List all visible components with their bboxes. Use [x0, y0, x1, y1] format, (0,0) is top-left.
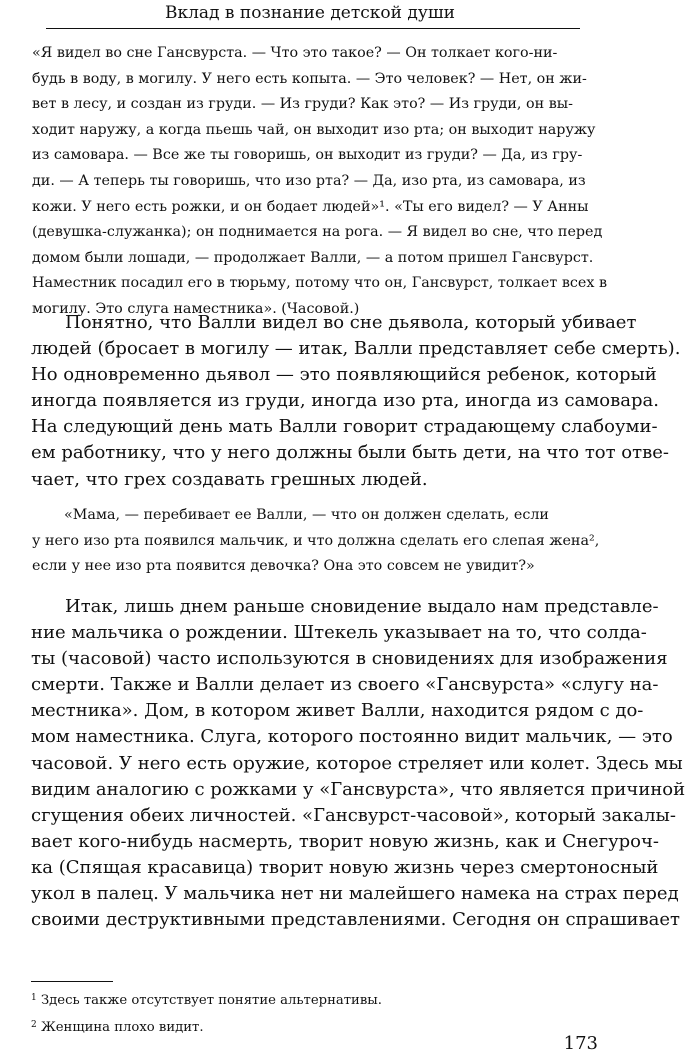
header-rule: [46, 28, 580, 29]
text-line: Понятно, что Валли видел во сне дьявола, который убивает: [65, 312, 637, 333]
text-line: ние мальчика о рождении. Штекель указывает на то, что солда-: [31, 622, 647, 644]
text-line: ди. — А теперь ты говоришь, что изо рта? — Да, изо рта, из самовара, из: [32, 172, 586, 189]
text-line: чает, что грех создавать грешных людей.: [31, 468, 428, 490]
text-line: «Я видел во сне Гансвурста. — Что это такое? — Он толкает кого-ни-: [32, 45, 558, 61]
text-line: если у нее изо рта появится девочка? Она это совсем не увидит?»: [32, 558, 535, 575]
text-line: у него изо рта появился мальчик, и что должна сделать его слепая жена²,: [32, 532, 600, 549]
text-line: укол в палец. У мальчика нет ни малейшего намека на страх перед: [31, 883, 679, 905]
footnote-rule: [31, 981, 113, 982]
footnotes: [31, 986, 382, 1040]
text-line: кожи. У него есть рожки, и он бодает людей»¹. «Ты его видел? — У Анны: [32, 198, 589, 215]
text-line: иногда появляется из груди, иногда изо рта, иногда из самовара.: [31, 390, 659, 412]
text-line: мом наместника. Слуга, которого постоянно видит мальчик, — это: [31, 726, 673, 748]
text-line: На следующий день мать Валли говорит страдающему слабоуми-: [31, 416, 658, 438]
text-line: Наместник посадил его в тюрьму, потому что он, Гансвурст, толкает всех в: [32, 275, 608, 292]
text-line: могилу. Это слуга наместника». (Часовой.): [32, 300, 360, 317]
paragraph-2: [0, 594, 685, 933]
text-line: местника». Дом, в котором живет Валли, находится рядом с до-: [31, 700, 644, 722]
footnote-mark: 1: [31, 993, 37, 1003]
text-line: будь в воду, в могилу. У него есть копыта. — Это человек? — Нет, он жи-: [32, 70, 587, 87]
text-line: ка (Спящая красавица) творит новую жизнь через смертоносный: [31, 856, 659, 878]
text-line: людей (бросает в могилу — итак, Валли представляет себе смерть).: [31, 338, 681, 360]
footnote-1: [31, 986, 382, 1013]
quote-block-1: [0, 41, 620, 323]
text-line: из самовара. — Все же ты говоришь, он выходит из груди? — Да, из гру-: [32, 147, 583, 164]
text-line: ем работнику, что у него должны были быть дети, на что тот отве-: [31, 442, 669, 464]
text-line: сгущения обеих личностей. «Гансвурст-часовой», который закалы-: [31, 804, 676, 826]
text-line: вет в лесу, и создан из груди. — Из груди? Как это? — Из груди, он вы-: [32, 96, 573, 113]
text-line: своими деструктивными представлениями. Сегодня он спрашивает: [31, 909, 681, 931]
text-line: вает кого-нибудь насмерть, творит новую жизнь, как и Снегуроч-: [31, 830, 659, 852]
footnote-text: Женщина плохо видит.: [40, 1020, 204, 1035]
footnote-mark: 2: [31, 1020, 37, 1030]
text-line: часовой. У него есть оружие, которое стреляет или колет. Здесь мы: [31, 752, 683, 774]
text-line: Итак, лишь днем раньше сновидение выдало нам представле-: [65, 596, 659, 617]
running-header: Вклад в познание детской души: [165, 3, 455, 23]
footnote-text: Здесь также отсутствует понятие альтернативы.: [40, 993, 382, 1008]
text-line: Но одновременно дьявол — это появляющийся ребенок, который: [31, 364, 657, 386]
paragraph-1: [0, 310, 681, 493]
text-line: смерти. Также и Валли делает из своего «Гансвурста» «слугу на-: [31, 674, 659, 696]
text-line: домом были лошади, — продолжает Валли, — а потом пришел Гансвурст.: [32, 249, 594, 266]
text-line: «Мама, — перебивает ее Валли, — что он должен сделать, если: [64, 507, 549, 523]
page-number: 173: [563, 1033, 598, 1054]
footnote-2: [31, 1013, 382, 1040]
text-line: ходит наружу, а когда пьешь чай, он выходит изо рта; он выходит наружу: [32, 121, 596, 138]
text-line: видим аналогию с рожками у «Гансвурста», что является причиной: [31, 778, 685, 800]
quote-block-2: [0, 503, 620, 580]
text-line: (девушка-служанка); он поднимается на рога. — Я видел во сне, что перед: [32, 224, 603, 241]
text-line: ты (часовой) часто используются в сновидениях для изображения: [31, 648, 668, 670]
